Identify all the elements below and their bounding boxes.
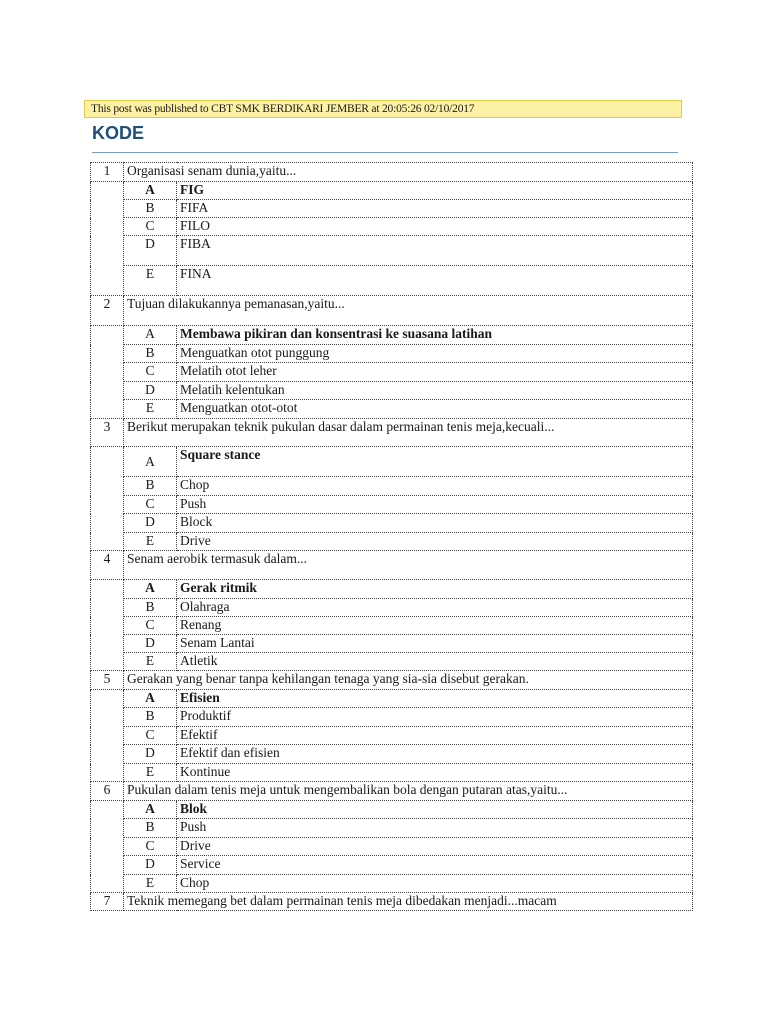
option-row bbox=[91, 182, 693, 200]
option-text: Push bbox=[177, 819, 693, 838]
question-row bbox=[91, 163, 693, 182]
option-text: Renang bbox=[177, 617, 693, 635]
option-letter: D bbox=[124, 745, 177, 764]
option-text: Kontinue bbox=[177, 764, 693, 782]
option-letter: C bbox=[124, 496, 177, 514]
option-row bbox=[91, 617, 693, 635]
option-letter: B bbox=[124, 345, 177, 363]
page-heading: KODE bbox=[92, 123, 145, 143]
option-row bbox=[91, 599, 693, 617]
number-spacer bbox=[91, 690, 124, 782]
option-text: Square stance bbox=[177, 447, 693, 477]
option-row bbox=[91, 653, 693, 671]
question-text: Senam aerobik termasuk dalam... bbox=[124, 551, 693, 580]
option-row bbox=[91, 514, 693, 533]
option-letter: C bbox=[124, 617, 177, 635]
question-number: 7 bbox=[91, 893, 124, 911]
option-row bbox=[91, 727, 693, 745]
option-row bbox=[91, 447, 693, 477]
option-row bbox=[91, 580, 693, 599]
option-row bbox=[91, 345, 693, 363]
option-row bbox=[91, 477, 693, 496]
option-text: Membawa pikiran dan konsentrasi ke suasana latihan bbox=[177, 326, 693, 345]
option-text: Efektif dan efisien bbox=[177, 745, 693, 764]
question-row bbox=[91, 419, 693, 447]
option-row bbox=[91, 856, 693, 875]
question-row bbox=[91, 296, 693, 326]
option-text: Atletik bbox=[177, 653, 693, 671]
question-text: Pukulan dalam tenis meja untuk mengembalikan bola dengan putaran atas,yaitu... bbox=[124, 782, 693, 801]
option-letter: A bbox=[124, 326, 177, 345]
option-row bbox=[91, 875, 693, 893]
question-text: Berikut merupakan teknik pukulan dasar dalam permainan tenis meja,kecuali... bbox=[124, 419, 693, 447]
option-letter: A bbox=[124, 182, 177, 200]
option-letter: B bbox=[124, 819, 177, 838]
question-text: Teknik memegang bet dalam permainan tenis meja dibedakan menjadi...macam bbox=[124, 893, 693, 911]
option-letter: A bbox=[124, 690, 177, 708]
question-row bbox=[91, 782, 693, 801]
option-letter: B bbox=[124, 477, 177, 496]
number-spacer bbox=[91, 580, 124, 671]
option-text: Drive bbox=[177, 838, 693, 856]
option-letter: D bbox=[124, 635, 177, 653]
question-number: 4 bbox=[91, 551, 124, 580]
option-letter: C bbox=[124, 218, 177, 236]
option-letter: A bbox=[124, 447, 177, 477]
option-letter: D bbox=[124, 236, 177, 266]
option-row bbox=[91, 400, 693, 419]
option-row bbox=[91, 801, 693, 819]
question-number: 6 bbox=[91, 782, 124, 801]
option-text: Menguatkan otot punggung bbox=[177, 345, 693, 363]
option-text: FINA bbox=[177, 266, 693, 296]
option-letter: D bbox=[124, 856, 177, 875]
option-text: Chop bbox=[177, 477, 693, 496]
option-letter: D bbox=[124, 514, 177, 533]
option-text: FIBA bbox=[177, 236, 693, 266]
option-text: Efektif bbox=[177, 727, 693, 745]
option-row bbox=[91, 266, 693, 296]
question-text: Tujuan dilakukannya pemanasan,yaitu... bbox=[124, 296, 693, 326]
option-row bbox=[91, 326, 693, 345]
question-row bbox=[91, 671, 693, 690]
option-text: Gerak ritmik bbox=[177, 580, 693, 599]
number-spacer bbox=[91, 447, 124, 551]
option-letter: C bbox=[124, 727, 177, 745]
option-text: Olahraga bbox=[177, 599, 693, 617]
question-row bbox=[91, 893, 693, 911]
option-row bbox=[91, 690, 693, 708]
option-text: FIG bbox=[177, 182, 693, 200]
option-row bbox=[91, 496, 693, 514]
option-letter: B bbox=[124, 200, 177, 218]
option-letter: E bbox=[124, 875, 177, 893]
heading-rule bbox=[92, 152, 678, 153]
option-letter: A bbox=[124, 580, 177, 599]
question-row bbox=[91, 551, 693, 580]
option-row bbox=[91, 236, 693, 266]
option-row bbox=[91, 764, 693, 782]
question-number: 2 bbox=[91, 296, 124, 326]
option-letter: E bbox=[124, 653, 177, 671]
publish-banner: This post was published to CBT SMK BERDIKARI JEMBER at 20:05:26 02/10/2017 bbox=[84, 100, 682, 118]
option-row bbox=[91, 708, 693, 727]
option-text: Block bbox=[177, 514, 693, 533]
option-letter: C bbox=[124, 838, 177, 856]
option-text: FIFA bbox=[177, 200, 693, 218]
option-letter: B bbox=[124, 599, 177, 617]
option-text: Push bbox=[177, 496, 693, 514]
option-row bbox=[91, 745, 693, 764]
option-letter: E bbox=[124, 266, 177, 296]
option-letter: E bbox=[124, 764, 177, 782]
option-text: Senam Lantai bbox=[177, 635, 693, 653]
option-row bbox=[91, 363, 693, 382]
option-letter: C bbox=[124, 363, 177, 382]
option-letter: E bbox=[124, 533, 177, 551]
question-number: 3 bbox=[91, 419, 124, 447]
number-spacer bbox=[91, 326, 124, 419]
question-text: Organisasi senam dunia,yaitu... bbox=[124, 163, 693, 182]
option-text: Melatih otot leher bbox=[177, 363, 693, 382]
option-letter: E bbox=[124, 400, 177, 419]
option-text: Drive bbox=[177, 533, 693, 551]
option-row bbox=[91, 635, 693, 653]
option-letter: A bbox=[124, 801, 177, 819]
option-row bbox=[91, 533, 693, 551]
option-text: Melatih kelentukan bbox=[177, 382, 693, 400]
option-letter: D bbox=[124, 382, 177, 400]
question-text: Gerakan yang benar tanpa kehilangan tenaga yang sia-sia disebut gerakan. bbox=[124, 671, 693, 690]
option-text: Produktif bbox=[177, 708, 693, 727]
option-text: Service bbox=[177, 856, 693, 875]
option-row bbox=[91, 838, 693, 856]
option-text: Chop bbox=[177, 875, 693, 893]
option-row bbox=[91, 200, 693, 218]
option-row bbox=[91, 382, 693, 400]
number-spacer bbox=[91, 801, 124, 893]
option-text: Efisien bbox=[177, 690, 693, 708]
option-text: FILO bbox=[177, 218, 693, 236]
option-text: Menguatkan otot-otot bbox=[177, 400, 693, 419]
option-letter: B bbox=[124, 708, 177, 727]
question-number: 1 bbox=[91, 163, 124, 182]
option-row bbox=[91, 218, 693, 236]
option-text: Blok bbox=[177, 801, 693, 819]
option-row bbox=[91, 819, 693, 838]
question-number: 5 bbox=[91, 671, 124, 690]
number-spacer bbox=[91, 182, 124, 296]
quiz-table bbox=[90, 162, 693, 911]
